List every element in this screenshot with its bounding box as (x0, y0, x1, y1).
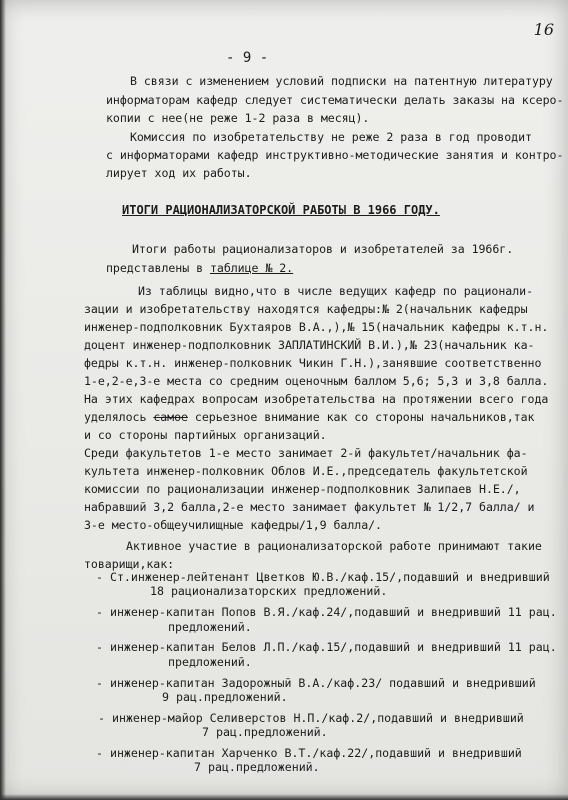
text-line: Из таблицы видно,что в числе ведущих кафедр по рационали- (138, 284, 534, 298)
text-line: Итоги работы рационализаторов и изобретателей за 1966г. (132, 242, 514, 256)
list-item: - инженер-майор Селиверстов Н.П./каф.2/,подавший и внедривший (98, 711, 524, 725)
text-line: 3-е место-общеучилищные кафедры/1,9 балла/. (84, 518, 382, 532)
text-line: Активное участие в рационализаторской работе принимают такие (126, 539, 542, 553)
text-line: Комиссия по изобретательству не реже 2 раза в год проводит (130, 130, 532, 144)
text-fragment: серьезное внимание как со стороны начальников,так (187, 410, 535, 424)
text-line (106, 261, 293, 275)
handwritten-sheet-number: 16 (533, 20, 554, 39)
text-line: инженер-подполковник Бухтаяров В.А.,),№ 15(начальник кафедры к.т.н. (84, 320, 549, 334)
section-heading: ИТОГИ РАЦИОНАЛИЗАТОРСКОЙ РАБОТЫ В 1966 ГОДУ. (122, 203, 440, 217)
list-item-continuation: предложений. (168, 655, 252, 669)
text-line: лирует ход их работы. (106, 166, 252, 180)
list-item-continuation: 9 рац.предложений. (162, 690, 288, 704)
text-line: товарищи,как: (84, 557, 175, 571)
list-item-continuation: 7 рац.предложений. (194, 760, 320, 774)
scan-edge-bottom (0, 794, 568, 800)
list-item-continuation: 7 рац.предложений. (202, 725, 328, 739)
text-line: культета инженер-полковник Облов И.Е.,председатель факультетской (84, 464, 528, 478)
scan-edge-left (0, 0, 6, 800)
list-item-continuation: 18 рационализаторских предложений. (150, 584, 388, 598)
table-reference: таблице № 2. (209, 261, 294, 275)
text-line (84, 410, 534, 424)
text-line: доцент инженер-подполковник ЗАПЛАТИНСКИЙ В.И.),№ 23(начальник ка- (84, 338, 535, 352)
text-line: Среди факультетов 1-е место занимает 2-й факультет/начальник фа- (84, 446, 528, 460)
text-line: и со стороны партийных организаций. (84, 428, 327, 442)
text-line: 1-е,2-е,3-е места со средним оценочным баллом 5,6; 5,3 и 3,8 балла. (84, 374, 549, 388)
text-line: набравший 3,2 балла,2-е место занимает факультет № 1/2,7 балла/ и (84, 500, 535, 514)
text-fragment: уделялось (84, 410, 154, 424)
text-fragment: представлены в (106, 261, 210, 275)
list-item: - инженер-капитан Задорожный В.А./каф.23/ подавший и внедривший (96, 676, 536, 690)
list-item: - Ст.инженер-лейтенант Цветков Ю.В./каф.15/,подавший и внедривший (96, 570, 550, 584)
text-line: с информаторами кафедр инструктивно-методические занятия и контро- (106, 148, 564, 162)
text-line: На этих кафедрах вопросам изобретательства на протяжении всего года (84, 392, 549, 406)
text-line: В связи с изменением условий подписки на патентную литературу (130, 74, 553, 88)
list-item: - инженер-капитан Попов В.Я./каф.24/,подавший и внедривший 11 рац. (96, 605, 557, 619)
text-line: зации и изобретательству находятся кафедры:№ 2(начальник кафедры (84, 302, 528, 316)
text-line: информаторам кафедр следует систематически делать заказы на ксеро- (106, 93, 564, 107)
list-item: - инженер-капитан Белов Л.П./каф.15/,подавший и внедривший 11 рац. (96, 640, 557, 654)
text-line: федры к.т.н. инженер-полковник Чикин Г.Н.),занявшие соответственно (84, 356, 542, 370)
list-item: - инженер-капитан Харченко В.Т./каф.22/,подавший и внедривший (96, 746, 522, 760)
text-line: копии с нее(не реже 1-2 раза в месяц). (106, 111, 370, 125)
text-line: комиссии по рационализации инженер-подполковник Залипаев Н.Е./, (84, 482, 521, 496)
list-item-continuation: предложений. (168, 620, 252, 634)
page-number: - 9 - (226, 50, 269, 66)
struck-word: самое (153, 410, 188, 424)
